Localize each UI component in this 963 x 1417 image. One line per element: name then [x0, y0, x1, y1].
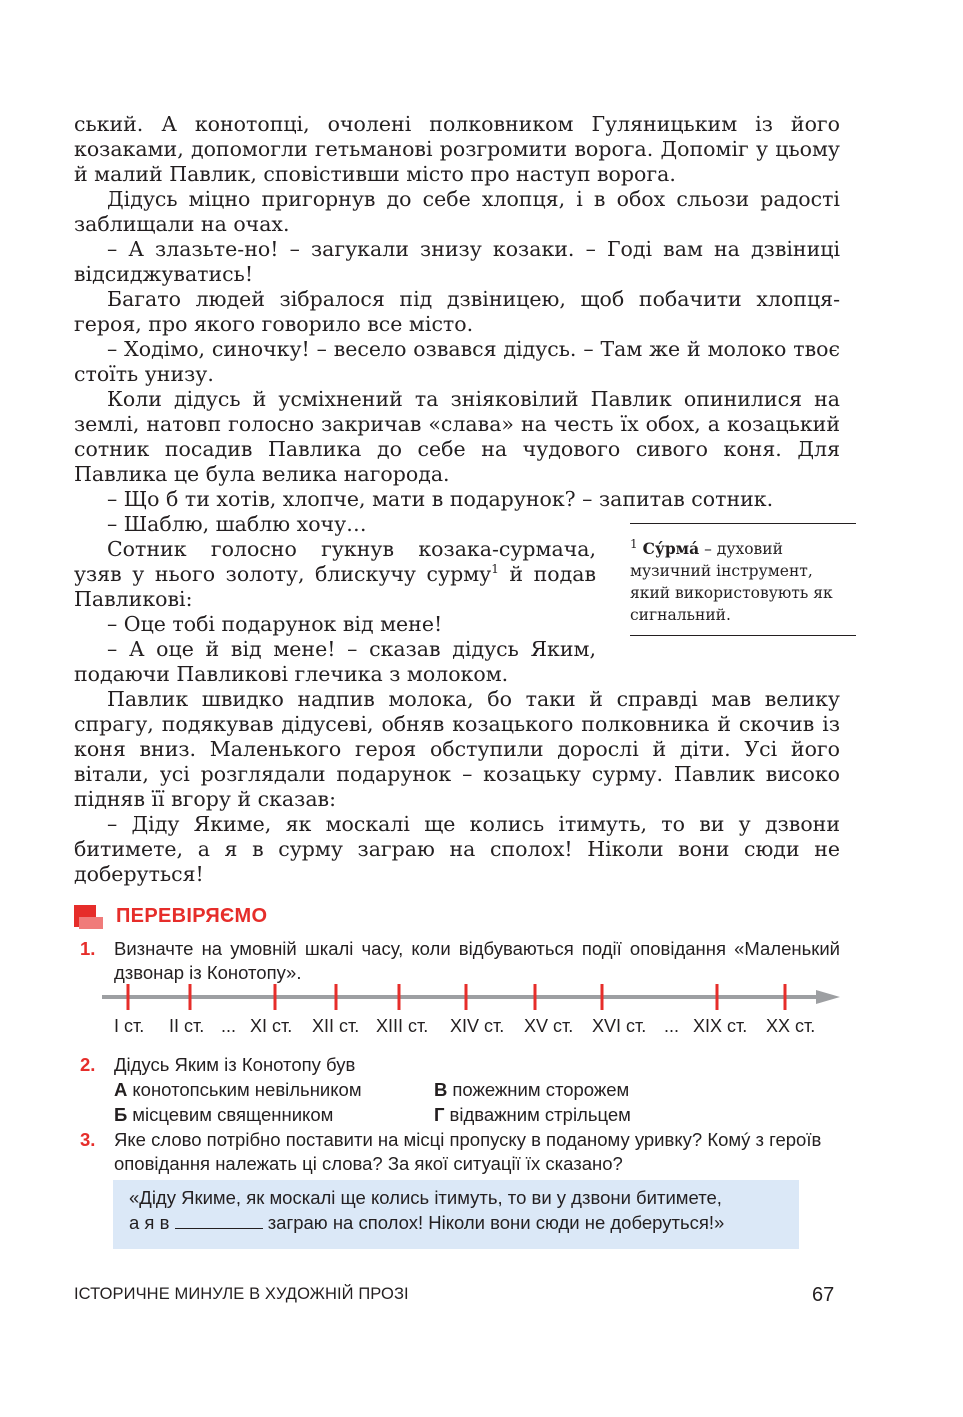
footnote-mark: 1: [630, 536, 638, 551]
story-paragraph: – Оце тобі подарунок від мене!: [107, 612, 443, 636]
story-paragraph: – Ходімо, синочку! – весело озвався дідусь. – Там же й молоко твоє стоїть унизу.: [74, 337, 840, 386]
task-text: Дідусь Яким із Конотопу був: [114, 1054, 356, 1075]
timeline-label: ХVІ ст.: [592, 1016, 647, 1036]
story-paragraph: Павлик швидко надпив молока, бо таки й справді мав велику спрагу, подякував дідусеві, обняв козацького полковника й скочив із коня вниз. Маленького героя обступили дорослі й діти. Усі його вітали, усі розглядали подарунок – козацьку сурму. Павлик високо підняв її вгору й сказав:: [74, 687, 840, 811]
quote-line: «Діду Якиме, як москалі ще колись ітимуть, то ви у дзвони битимете,: [129, 1187, 722, 1208]
timeline-label: ХІІ ст.: [312, 1016, 360, 1036]
timeline-label: ХV ст.: [524, 1016, 574, 1036]
blank-field[interactable]: [175, 1214, 263, 1229]
answer-text: конотопським невільником: [132, 1079, 362, 1100]
timeline-label: ХІV ст.: [450, 1016, 505, 1036]
section-title: ПЕРЕВІРЯЄМО: [116, 905, 268, 927]
quote-line: [129, 1211, 785, 1236]
timeline-label: ХІІІ ст.: [376, 1016, 429, 1036]
timeline-label: ІІ ст.: [169, 1016, 205, 1036]
task-number: 1.: [80, 938, 96, 959]
answer-text: пожежним сторожем: [452, 1079, 630, 1100]
section-squares-icon: [74, 903, 104, 933]
task-1: [74, 937, 840, 985]
story-wrap-block: [74, 537, 596, 687]
story-text-fragment: й подав Павликові:: [74, 562, 596, 611]
answer-letter: В: [434, 1079, 448, 1100]
timeline-label: ХІХ ст.: [693, 1016, 748, 1036]
task-text: Визначте на умовній шкалі часу, коли відбуваються події оповідання «Маленький дзвонар із Конотопу».: [114, 938, 840, 983]
answer-option[interactable]: [434, 1103, 631, 1128]
page-number: 67: [812, 1284, 835, 1306]
quote-box: [113, 1180, 799, 1249]
timeline-axis: [100, 983, 845, 1013]
timeline-label: ХХ ст.: [766, 1016, 816, 1036]
timeline-label: ХІ ст.: [250, 1016, 293, 1036]
answer-letter: Б: [114, 1103, 128, 1125]
timeline-label: ...: [664, 1016, 680, 1036]
task-3: [74, 1128, 840, 1176]
quote-fragment: а я в: [129, 1211, 170, 1233]
timeline-scale: [100, 983, 845, 1013]
story-paragraph: Коли дідусь й усміхнений та зніяковілий Павлик опинилися на землі, натовп голосно закричав «слава» на честь їх обох, а козацький сотник посадив Павлика до себе на чудового сивого коня. Для Павлика це була велика нагорода.: [74, 387, 840, 486]
story-paragraph: Дідусь міцно пригорнув до себе хлопця, і в обох сльози радості заблищали на очах.: [74, 187, 840, 236]
footer-section-name: ІСТОРИЧНЕ МИНУЛЕ В ХУДОЖНІЙ ПРОЗІ: [74, 1285, 409, 1303]
task-2: [74, 1053, 840, 1077]
story-paragraph: ський. А конотопці, очолені полковником Гуляницьким із його козаками, допомогли гетьманові розгромити ворога. Допоміг у цьому й малий Павлик, сповістивши місто про наступ ворога.: [74, 112, 840, 186]
answer-text: місцевим священником: [132, 1103, 334, 1125]
story-paragraph: – А злазьте-но! – загукали знизу козаки. – Годі вам на дзвіниці відсиджуватись!: [74, 237, 840, 286]
footnote-reference: 1: [491, 562, 499, 577]
answer-text: відважним стрільцем: [449, 1103, 631, 1125]
story-paragraph: – Що б ти хотів, хлопче, мати в подарунок? – запитав сотник.: [107, 487, 774, 511]
story-text: [74, 112, 840, 887]
footnote-definition: – духовий музичний інструмент, який використовують як сигнальний.: [630, 540, 833, 624]
story-text-fragment: Сотник голосно гукнув козака-сурмача, узяв у нього золоту, блискучу сурму: [74, 537, 596, 586]
timeline-label: І ст.: [114, 1016, 145, 1036]
answer-letter: Г: [434, 1103, 445, 1125]
story-paragraph: – Шаблю, шаблю хочу…: [107, 512, 367, 536]
story-paragraph: [74, 537, 596, 612]
timeline-labels: [74, 1016, 854, 1040]
task-number: 3.: [80, 1129, 96, 1150]
story-paragraph: Багато людей зібралося під дзвіницею, щоб побачити хлопця-героя, про якого говорило все місто.: [74, 287, 840, 336]
answer-letter: А: [114, 1079, 128, 1100]
story-paragraph: – А оце й від мене! – сказав дідусь Яким, подаючи Павликові глечика з молоком.: [74, 637, 596, 686]
task-number: 2.: [80, 1054, 96, 1075]
story-paragraph: – Діду Якиме, як москалі ще колись ітимуть, то ви у дзвони битимете, а я в сурму заграю на сполох! Ніколи вони сюди не доберуться!: [74, 812, 840, 886]
section-header: [74, 903, 474, 933]
answer-option[interactable]: [434, 1078, 629, 1103]
footnote: [630, 523, 856, 636]
quote-fragment: заграю на сполох! Ніколи вони сюди не доберуться!»: [267, 1211, 725, 1233]
answer-option[interactable]: [114, 1078, 362, 1103]
timeline-arrow-icon: [816, 990, 840, 1004]
timeline-label: ...: [221, 1016, 237, 1036]
footnote-term: Су́рма́: [642, 539, 700, 558]
task-text: Яке слово потрібно поставити на місці пропуску в поданому уривку? Комý з героїв оповідання належать ці слова? За якої ситуації їх сказано?: [114, 1129, 822, 1174]
answer-option[interactable]: [114, 1103, 333, 1128]
